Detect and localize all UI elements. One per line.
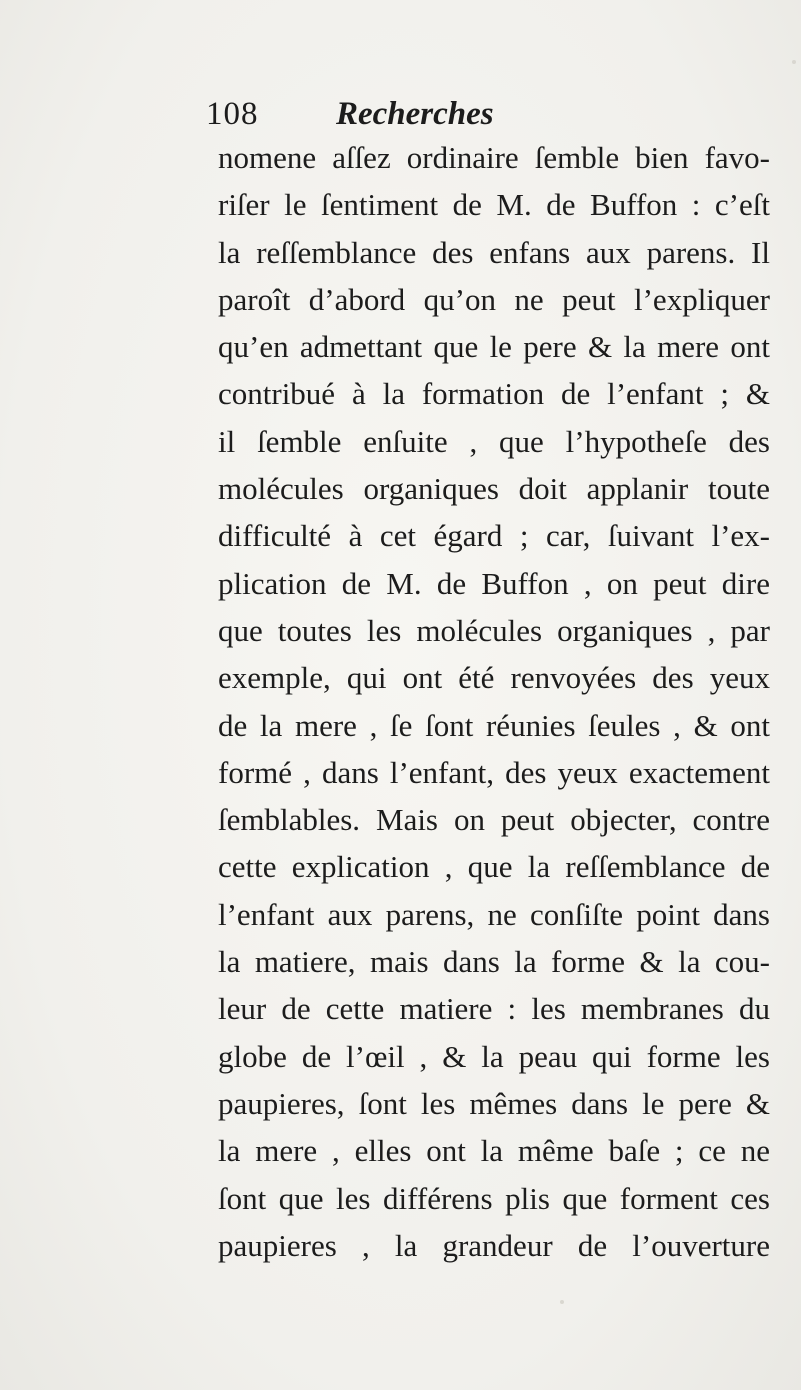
scan-speck	[792, 60, 796, 64]
text-line: paupieres , la grandeur de l’ouverture	[218, 1227, 770, 1263]
text-line: de la mere , ſe ſont réunies ſeules , & ont	[218, 707, 770, 743]
text-line: molécules organiques doit applanir toute	[218, 471, 770, 507]
text-line: riſer le ſentiment de M. de Buffon : c’eſt	[218, 187, 770, 223]
text-line: exemple, qui ont été renvoyées des yeux	[218, 660, 770, 696]
text-line: globe de l’œil , & la peau qui forme les	[218, 1038, 770, 1074]
text-line: plication de M. de Buffon , on peut dire	[218, 565, 770, 601]
text-line: paupieres, ſont les mêmes dans le pere &	[218, 1085, 770, 1121]
scan-speck	[560, 1300, 564, 1304]
text-line: leur de cette matiere : les membranes du	[218, 991, 770, 1027]
text-line: que toutes les molécules organiques , par	[218, 612, 770, 648]
text-line: cette explication , que la reſſemblance de	[218, 849, 770, 885]
body-text	[218, 134, 770, 1269]
text-line: ſont que les différens plis que forment ces	[218, 1180, 770, 1216]
text-line: paroît d’abord qu’on ne peut l’expliquer	[218, 281, 770, 317]
text-line: contribué à la formation de l’enfant ; &	[218, 376, 770, 412]
text-line: ſemblables. Mais on peut objecter, contre	[218, 802, 770, 838]
text-line: formé , dans l’enfant, des yeux exactement	[218, 754, 770, 790]
text-line: l’enfant aux parens, ne conſiſte point dans	[218, 896, 770, 932]
text-line: il ſemble enſuite , que l’hypotheſe des	[218, 423, 770, 459]
text-line: la reſſemblance des enfans aux parens. Il	[218, 234, 770, 270]
text-line: la mere , elles ont la même baſe ; ce ne	[218, 1133, 770, 1169]
running-title: Recherches	[336, 96, 494, 132]
text-line: nomene aſſez ordinaire ſemble bien favo-	[218, 140, 770, 175]
text-line: qu’en admettant que le pere & la mere ont	[218, 329, 770, 365]
text-line: la matiere, mais dans la forme & la cou-	[218, 944, 770, 980]
page-number: 108	[206, 96, 259, 132]
text-line: difficulté à cet égard ; car, ſuivant l’ex-	[218, 518, 770, 554]
